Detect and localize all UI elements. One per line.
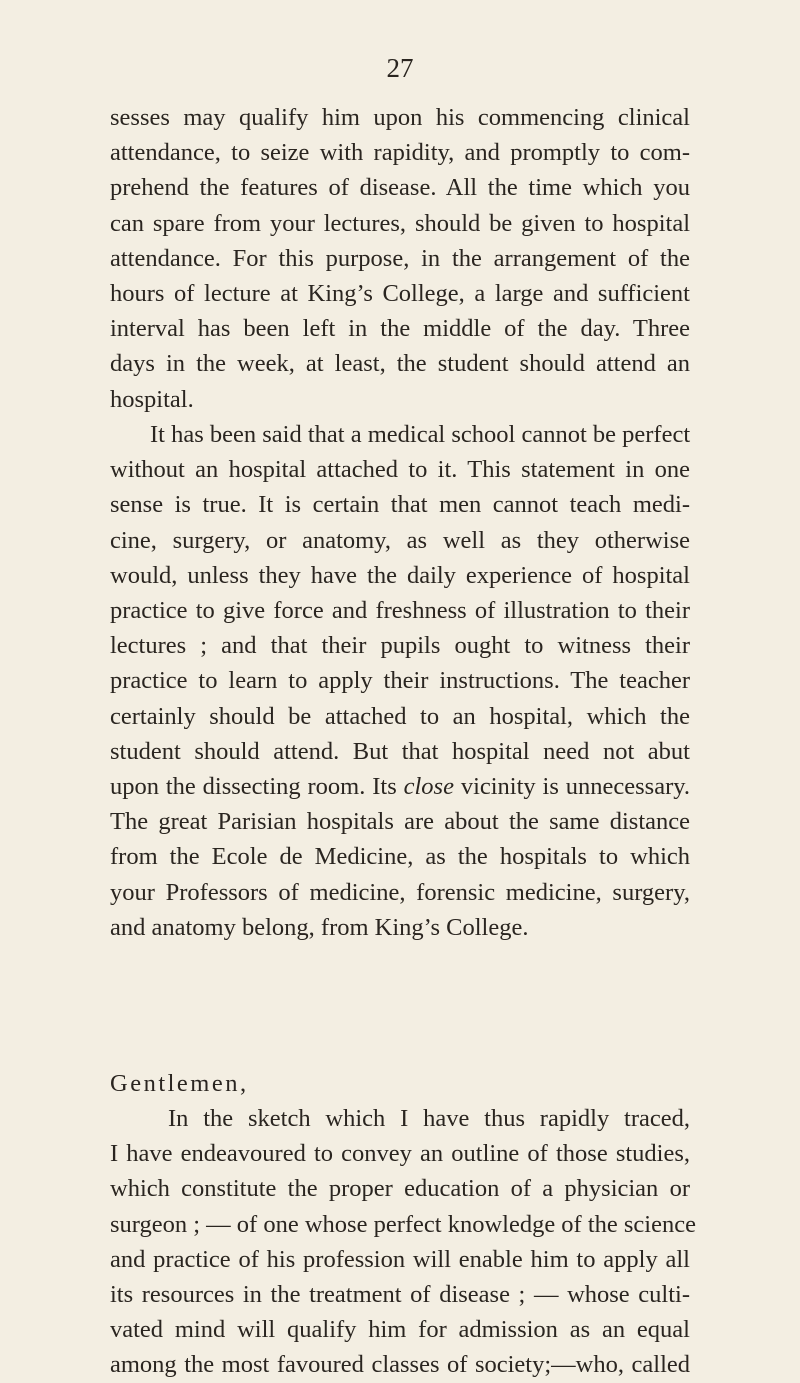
- text-line: and practice of his profession will enable him to apply all: [110, 1245, 690, 1273]
- text-line: cine, surgery, or anatomy, as well as they otherwise: [110, 526, 690, 554]
- text-line: days in the week, at least, the student should attend an: [110, 350, 690, 378]
- text-line: and anatomy belong, from King’s College.: [110, 913, 529, 941]
- paragraph-hospital: [110, 417, 690, 945]
- text-line: from the Ecole de Medicine, as the hospitals to which: [110, 843, 690, 871]
- text-line: hours of lecture at King’s College, a large and sufficient: [110, 280, 690, 308]
- paragraph-conclusion: [110, 1101, 696, 1383]
- text-line: lectures ; and that their pupils ought to witness their: [110, 632, 690, 660]
- page-number: 27: [386, 53, 414, 83]
- text-line: would, unless they have the daily experience of hospital: [110, 561, 690, 589]
- text-line: practice to learn to apply their instructions. The teacher: [110, 667, 690, 695]
- text-line: I have endeavoured to convey an outline of those studies,: [110, 1140, 690, 1168]
- text-line: interval has been left in the middle of the day. Three: [110, 315, 690, 343]
- text-line: its resources in the treatment of disease ; — whose culti-: [110, 1281, 690, 1309]
- text-line: prehend the features of disease. All the time which you: [110, 174, 690, 202]
- text-line: among the most favoured classes of society;—who, called: [110, 1351, 690, 1379]
- text-line: [110, 769, 690, 804]
- text-line: attendance. For this purpose, in the arrangement of the: [110, 244, 690, 272]
- text-line: student should attend. But that hospital need not abut: [110, 737, 690, 765]
- text-line: In the sketch which I have thus rapidly traced,: [168, 1105, 690, 1132]
- text-line: without an hospital attached to it. This statement in one: [110, 456, 690, 484]
- emphasis-word: close: [403, 773, 454, 801]
- text-line: surgeon ; — of one whose perfect knowledge of the science: [110, 1210, 696, 1238]
- text-line: which constitute the proper education of a physician or: [110, 1175, 690, 1203]
- salutation-heading: Gentlemen,: [110, 1070, 249, 1097]
- text-line: certainly should be attached to an hospital, which the: [110, 702, 690, 730]
- text-line: The great Parisian hospitals are about the same distance: [110, 808, 690, 836]
- text-line: hospital.: [110, 385, 194, 413]
- text-line: It has been said that a medical school cannot be perfect: [150, 421, 691, 448]
- text-line: vated mind will qualify him for admission as an equal: [110, 1316, 690, 1344]
- text-segment: upon the dissecting room. Its: [110, 773, 404, 801]
- text-segment: vicinity is unnecessary.: [453, 773, 691, 801]
- text-line: practice to give force and freshness of illustration to their: [110, 597, 690, 625]
- text-line: can spare from your lectures, should be given to hospital: [110, 209, 690, 237]
- paragraph-continued: [110, 100, 690, 417]
- text-line: sesses may qualify him upon his commencing clinical: [110, 104, 690, 131]
- text-line: your Professors of medicine, forensic medicine, surgery,: [110, 878, 690, 906]
- text-line: attendance, to seize with rapidity, and promptly to com-: [110, 139, 690, 167]
- text-line: sense is true. It is certain that men cannot teach medi-: [110, 491, 690, 519]
